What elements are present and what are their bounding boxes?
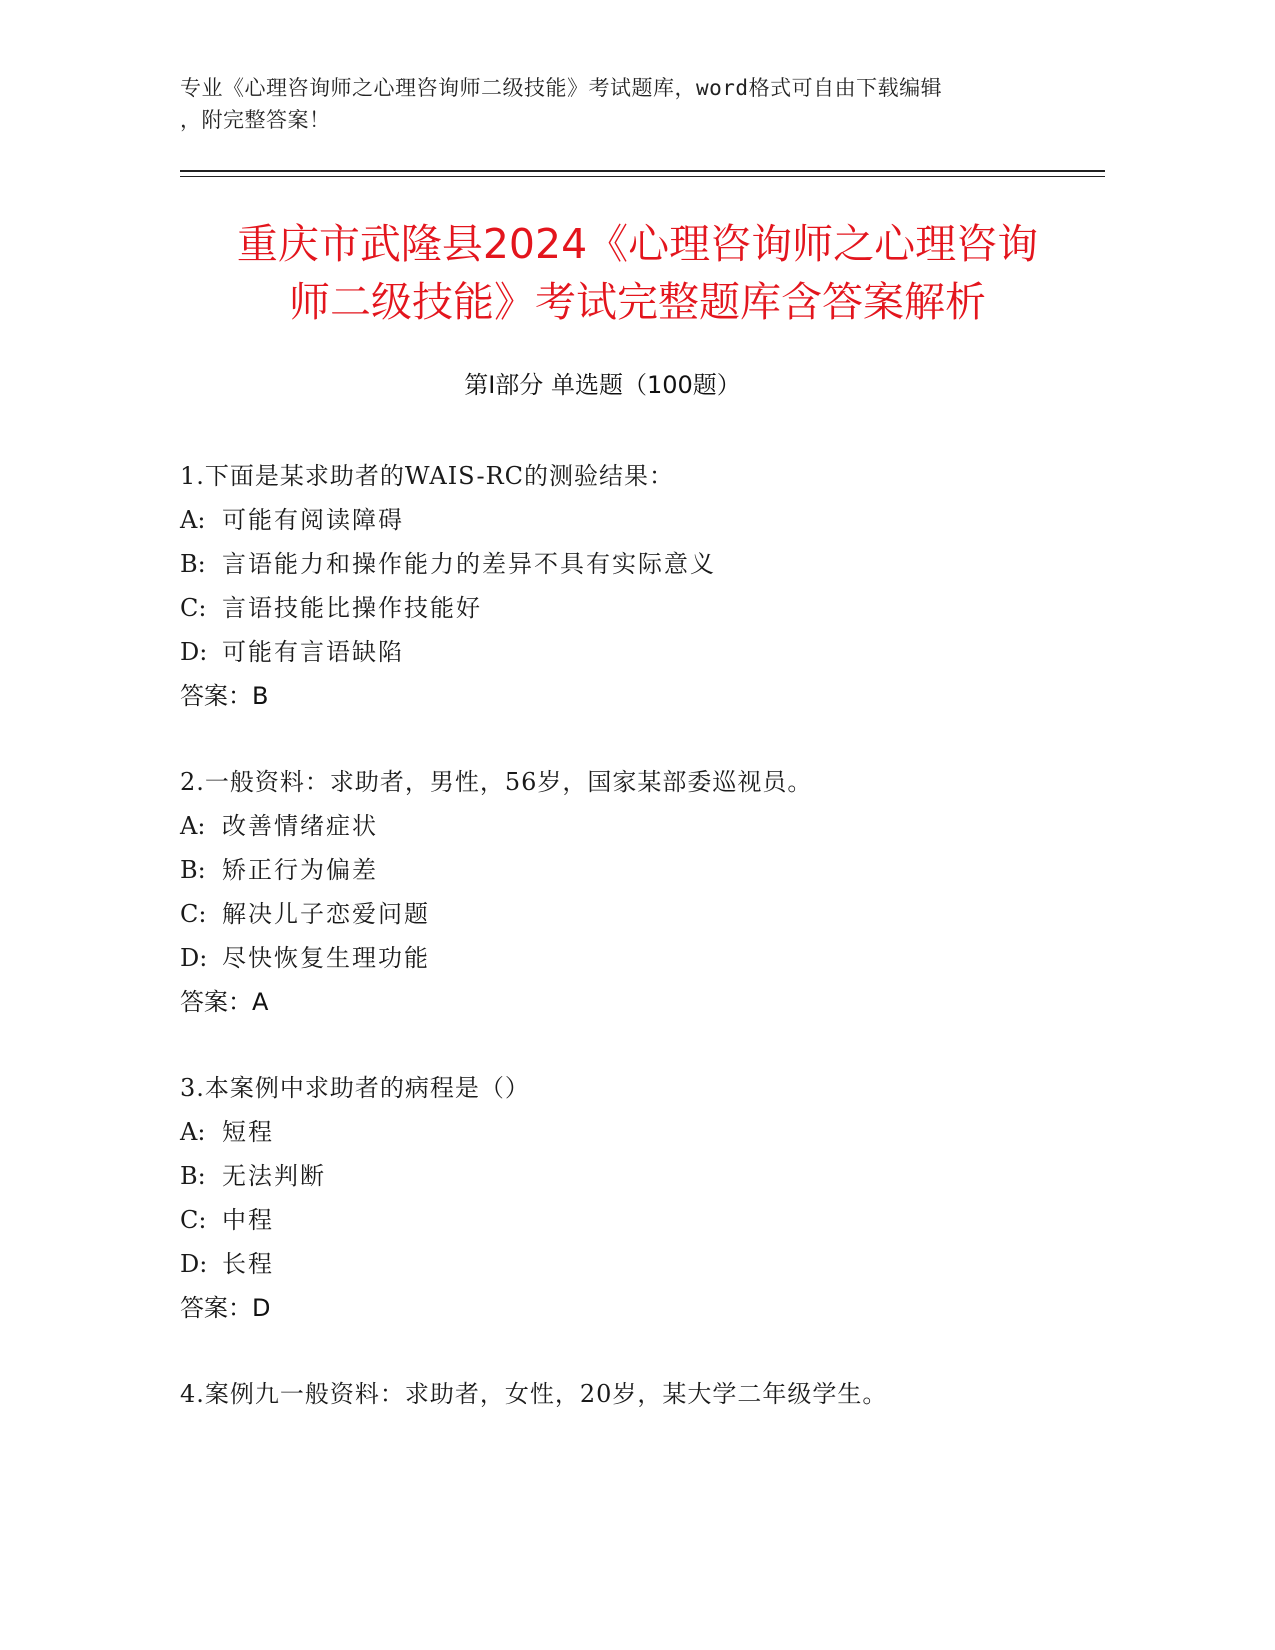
option-text: 改善情绪症状 [222, 812, 378, 840]
option-key: C: [180, 1206, 207, 1234]
document-title [130, 215, 1145, 331]
section-heading: 第Ⅰ部分 单选题（100题） [464, 371, 741, 399]
option-text: 言语能力和操作能力的差异不具有实际意义 [222, 550, 716, 578]
option-b [180, 542, 1140, 586]
option-text: 无法判断 [222, 1162, 326, 1190]
question-stem: 3.本案例中求助者的病程是（） [180, 1074, 530, 1102]
option-key: B: [180, 550, 206, 578]
option-text: 尽快恢复生理功能 [222, 944, 430, 972]
question-stem: 1.下面是某求助者的WAIS-RC的测验结果： [180, 462, 675, 490]
answer-line: 答案：A [180, 988, 269, 1016]
option-key: D: [180, 638, 208, 666]
option-a [180, 1110, 1140, 1154]
question-stem: 4.案例九一般资料：求助者，女性，20岁，某大学二年级学生。 [180, 1380, 888, 1408]
option-key: C: [180, 900, 207, 928]
header-note-line-2: ，附完整答案！ [180, 108, 331, 132]
option-c [180, 892, 1140, 936]
document-title-line-2: 师二级技能》考试完整题库含答案解析 [289, 278, 986, 326]
option-key: B: [180, 1162, 206, 1190]
option-key: D: [180, 1250, 208, 1278]
option-key: D: [180, 944, 208, 972]
option-a [180, 498, 1140, 542]
option-key: A: [180, 1118, 206, 1146]
question-2 [180, 761, 1140, 1024]
option-c [180, 1198, 1140, 1242]
header-note-line-1: 专业《心理咨询师之心理咨询师二级技能》考试题库，word格式可自由下载编辑 [180, 76, 943, 100]
option-d [180, 1242, 1140, 1286]
option-text: 矫正行为偏差 [222, 856, 378, 884]
header-divider-thick [180, 170, 1105, 172]
answer-line: 答案：B [180, 682, 269, 710]
option-d [180, 630, 1140, 674]
option-a [180, 804, 1140, 848]
option-text: 解决儿子恋爱问题 [222, 900, 430, 928]
question-1 [180, 455, 1140, 718]
question-4 [180, 1373, 1140, 1416]
header-note [180, 72, 1060, 136]
document-title-line-1: 重庆市武隆县2024《心理咨询师之心理咨询 [236, 220, 1039, 268]
option-key: B: [180, 856, 206, 884]
option-key: A: [180, 506, 206, 534]
option-text: 可能有言语缺陷 [222, 638, 404, 666]
question-list [180, 455, 1140, 1459]
header-divider-thin [180, 176, 1105, 177]
option-b [180, 848, 1140, 892]
question-stem: 2.一般资料：求助者，男性，56岁，国家某部委巡视员。 [180, 768, 813, 796]
option-text: 中程 [222, 1206, 274, 1234]
option-c [180, 586, 1140, 630]
option-text: 短程 [222, 1118, 274, 1146]
question-3 [180, 1067, 1140, 1330]
option-text: 长程 [222, 1250, 274, 1278]
option-key: A: [180, 812, 206, 840]
option-text: 可能有阅读障碍 [222, 506, 404, 534]
option-d [180, 936, 1140, 980]
option-text: 言语技能比操作技能好 [222, 594, 482, 622]
option-key: C: [180, 594, 207, 622]
option-b [180, 1154, 1140, 1198]
answer-line: 答案：D [180, 1294, 271, 1322]
